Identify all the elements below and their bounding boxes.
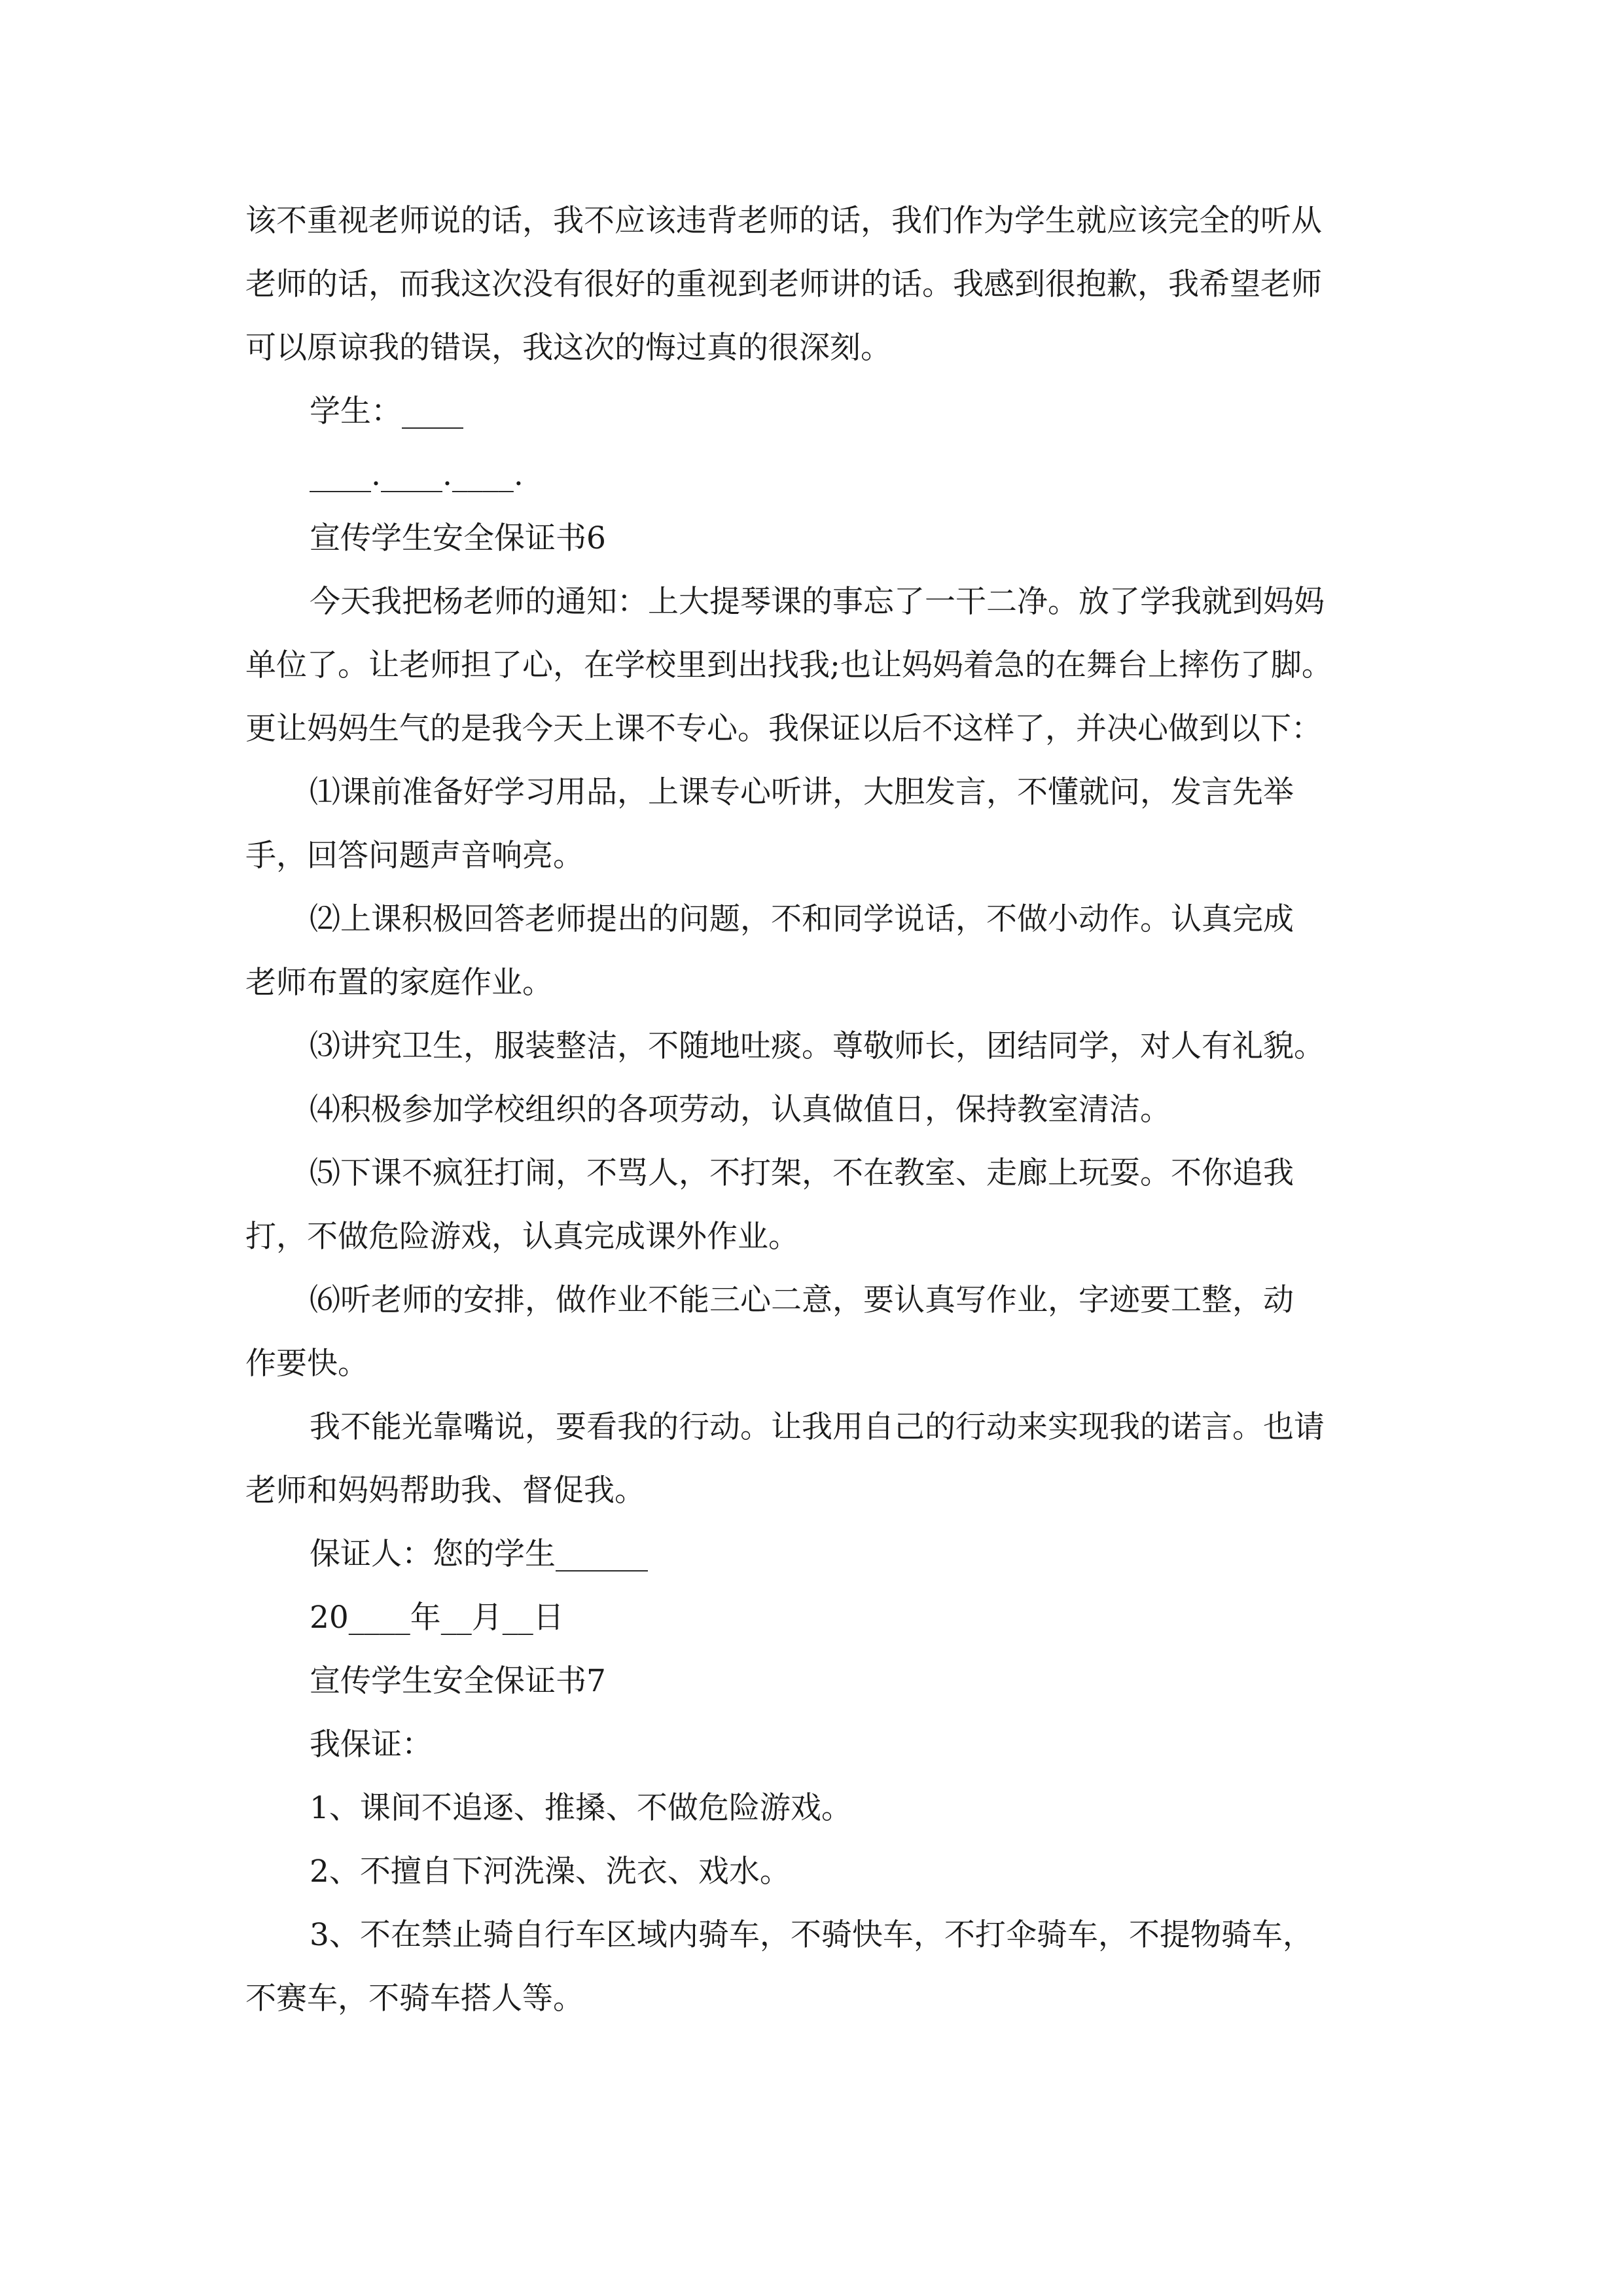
text-line: 老师和妈妈帮助我、督促我。 bbox=[245, 1473, 645, 1509]
list-item-line: 老师布置的家庭作业。 bbox=[245, 965, 553, 1001]
list-item-line: 手，回答问题声音响亮。 bbox=[245, 838, 584, 874]
text-line: 可以原谅我的错误，我这次的悔过真的很深刻。 bbox=[245, 330, 891, 366]
date-line: 20____年__月__日 bbox=[310, 1600, 564, 1636]
text-line: 今天我把杨老师的通知：上大提琴课的事忘了一干二净。放了学我就到妈妈 bbox=[310, 584, 1325, 620]
list-item-line: ⑸下课不疯狂打闹，不骂人，不打架，不在教室、走廊上玩耍。不你追我 bbox=[310, 1155, 1294, 1191]
date-blank-line: ____.____.____. bbox=[310, 457, 524, 493]
list-item-line: ⑷积极参加学校组织的各项劳动，认真做值日，保持教室清洁。 bbox=[310, 1092, 1171, 1128]
section-heading: 宣传学生安全保证书7 bbox=[310, 1663, 606, 1699]
list-item-line: 打，不做危险游戏，认真完成课外作业。 bbox=[245, 1219, 799, 1255]
text-line: 我保证： bbox=[310, 1727, 433, 1763]
list-item-line: ⑴课前准备好学习用品，上课专心听讲，大胆发言，不懂就问，发言先举 bbox=[310, 774, 1294, 810]
list-item-line: ⑶讲究卫生，服装整洁，不随地吐痰。尊敬师长，团结同学，对人有礼貌。 bbox=[310, 1028, 1325, 1064]
list-item-line: 不赛车，不骑车搭人等。 bbox=[245, 1981, 584, 2017]
section-heading: 宣传学生安全保证书6 bbox=[310, 520, 606, 556]
list-item-line: 2、不擅自下河洗澡、洗衣、戏水。 bbox=[310, 1854, 791, 1890]
text-line: 更让妈妈生气的是我今天上课不专心。我保证以后不这样了，并决心做到以下： bbox=[245, 711, 1322, 747]
text-line: 老师的话，而我这次没有很好的重视到老师讲的话。我感到很抱歉，我希望老师 bbox=[245, 266, 1322, 302]
student-signature-line: 学生：____ bbox=[310, 393, 463, 429]
text-line: 该不重视老师说的话，我不应该违背老师的话，我们作为学生就应该完全的听从 bbox=[245, 203, 1322, 239]
text-line: 单位了。让老师担了心，在学校里到出找我;也让妈妈着急的在舞台上摔伤了脚。 bbox=[245, 647, 1332, 683]
list-item-line: 1、课间不追逐、推搡、不做危险游戏。 bbox=[310, 1790, 852, 1826]
list-item-line: ⑹听老师的安排，做作业不能三心二意，要认真写作业，字迹要工整，动 bbox=[310, 1282, 1294, 1318]
text-line: 我不能光靠嘴说，要看我的行动。让我用自己的行动来实现我的诺言。也请 bbox=[310, 1409, 1325, 1445]
list-item-line: 3、不在禁止骑自行车区域内骑车，不骑快车，不打伞骑车，不提物骑车， bbox=[310, 1917, 1313, 1953]
list-item-line: ⑵上课积极回答老师提出的问题，不和同学说话，不做小动作。认真完成 bbox=[310, 901, 1294, 937]
list-item-line: 作要快。 bbox=[245, 1346, 368, 1382]
guarantor-signature-line: 保证人：您的学生______ bbox=[310, 1536, 648, 1572]
